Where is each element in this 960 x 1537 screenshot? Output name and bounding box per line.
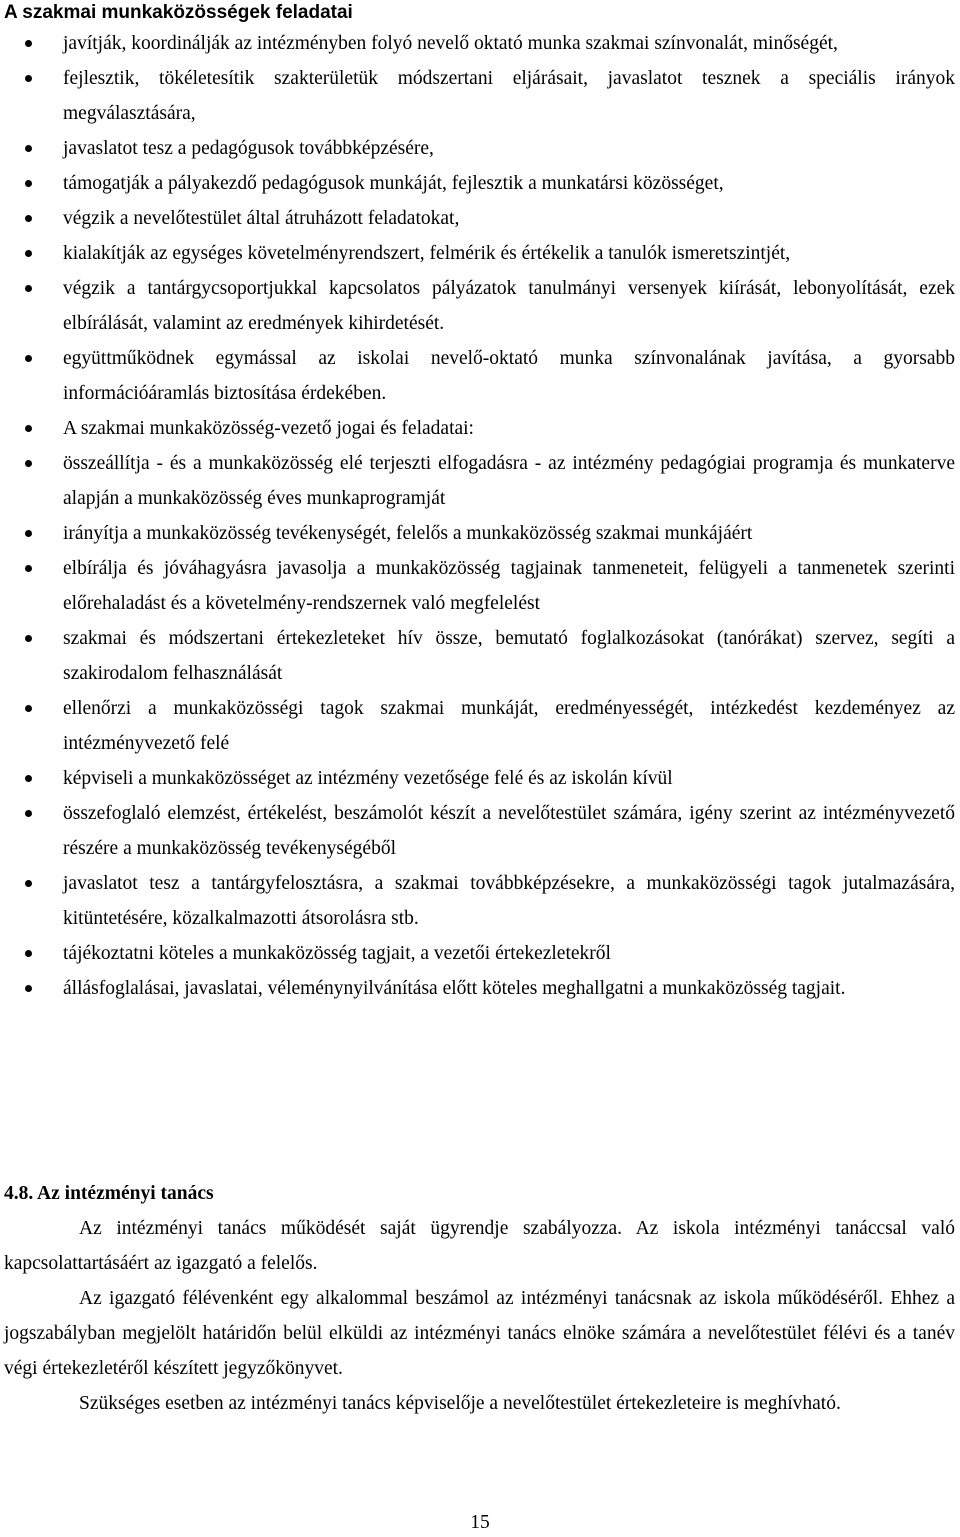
- list-item: [0, 621, 960, 691]
- list-item: [0, 341, 960, 411]
- page-number: 15: [470, 1512, 490, 1533]
- bullet-icon: [25, 145, 32, 152]
- list-item: [0, 516, 960, 551]
- list-item-text: ellenőrzi a munkaközösségi tagok szakmai munkáját, eredményességét, intézkedést kezdeményez az intézményvezető felé: [63, 698, 955, 754]
- list-item-text: támogatják a pályakezdő pedagógusok munkáját, fejlesztik a munkatársi közösséget,: [63, 173, 724, 194]
- list-item-text: tájékoztatni köteles a munkaközösség tagjait, a vezetői értekezletekről: [63, 943, 611, 964]
- bullet-icon: [25, 180, 32, 187]
- duties-list: [0, 26, 960, 1006]
- list-item-text: képviseli a munkaközösséget az intézmény vezetősége felé és az iskolán kívül: [63, 768, 673, 789]
- section-heading: A szakmai munkaközösségek feladatai: [4, 2, 353, 23]
- list-item: [0, 201, 960, 236]
- list-item: [0, 411, 960, 446]
- paragraph: Az intézményi tanács működését saját ügyrendje szabályozza. Az iskola intézményi tanáccsal való kapcsolattartásáért az igazgató a felelős.: [4, 1218, 955, 1274]
- paragraph: Az igazgató félévenként egy alkalommal beszámol az intézményi tanácsnak az iskola működéséről. Ehhez a jogszabályban megjelölt határidőn belül elküldi az intézményi tanács elnöke számára a nevelőtestület félévi és a tanév végi értekezletéről készített jegyzőkönyvet.: [4, 1288, 955, 1379]
- bullet-icon: [25, 950, 32, 957]
- list-item: [0, 271, 960, 341]
- bullet-icon: [25, 530, 32, 537]
- list-item-text: javaslatot tesz a pedagógusok továbbképzésére,: [63, 138, 434, 159]
- bullet-icon: [25, 460, 32, 467]
- list-item-text: szakmai és módszertani értekezleteket hív össze, bemutató foglalkozásokat (tanórákat) szervez, segíti a szakirodalom felhasználását: [63, 628, 955, 684]
- list-item-text: összeállítja - és a munkaközösség elé terjeszti elfogadásra - az intézmény pedagógiai programja és munkaterve alapján a munkaközösség éves munkaprogramját: [63, 453, 955, 509]
- list-item: [0, 131, 960, 166]
- list-item-text: elbírálja és jóváhagyásra javasolja a munkaközösség tagjainak tanmeneteit, felügyeli a tanmenetek szerinti előrehaladást és a követelmény-rendszernek való megfelelést: [63, 558, 955, 614]
- bullet-icon: [25, 705, 32, 712]
- bullet-icon: [25, 75, 32, 82]
- bullet-icon: [25, 215, 32, 222]
- list-item-text: fejlesztik, tökéletesítik szakterületük módszertani eljárásait, javaslatot tesznek a speciális irányok megválasztására,: [63, 68, 955, 124]
- section-title: 4.8. Az intézményi tanács: [4, 1183, 214, 1204]
- list-item-text: javítják, koordinálják az intézményben folyó nevelő oktató munka szakmai színvonalát, minőségét,: [63, 33, 838, 54]
- list-item-text: állásfoglalásai, javaslatai, véleménynyilvánítása előtt köteles meghallgatni a munkaközösség tagjait.: [63, 978, 846, 999]
- list-item-text: végzik a tantárgycsoportjukkal kapcsolatos pályázatok tanulmányi versenyek kiírását, lebonyolítását, ezek elbírálását, valamint az eredmények kihirdetését.: [63, 278, 955, 334]
- list-item: [0, 761, 960, 796]
- list-item: [0, 26, 960, 61]
- list-item-text: együttműködnek egymással az iskolai nevelő-oktató munka színvonalának javítása, a gyorsabb információáramlás biztosítása érdekében.: [63, 348, 955, 404]
- bullet-icon: [25, 635, 32, 642]
- bullet-icon: [25, 775, 32, 782]
- list-item: [0, 236, 960, 271]
- bullet-icon: [25, 355, 32, 362]
- bullet-icon: [25, 40, 32, 47]
- list-item: [0, 61, 960, 131]
- paragraph: Szükséges esetben az intézményi tanács képviselője a nevelőtestület értekezleteire is meghívható.: [79, 1393, 841, 1414]
- list-item: [0, 551, 960, 621]
- bullet-icon: [25, 250, 32, 257]
- intezmenyi-tanacs-section: [0, 1176, 960, 1421]
- list-item: [0, 796, 960, 866]
- bullet-icon: [25, 985, 32, 992]
- list-item-text: kialakítják az egységes követelményrendszert, felmérik és értékelik a tanulók ismeretszintjét,: [63, 243, 791, 264]
- list-item: [0, 166, 960, 201]
- list-item: [0, 936, 960, 971]
- list-item-text: javaslatot tesz a tantárgyfelosztásra, a szakmai továbbképzésekre, a munkaközösségi tagok jutalmazására, kitüntetésére, közalkalmazotti átsorolásra stb.: [63, 873, 955, 929]
- list-item-text: összefoglaló elemzést, értékelést, beszámolót készít a nevelőtestület számára, igény szerint az intézményvezető részére a munkaközösség tevékenységéből: [63, 803, 955, 859]
- bullet-icon: [25, 880, 32, 887]
- bullet-icon: [25, 285, 32, 292]
- list-item: [0, 691, 960, 761]
- bullet-icon: [25, 425, 32, 432]
- list-item-text: végzik a nevelőtestület által átruházott feladatokat,: [63, 208, 460, 229]
- list-item: [0, 446, 960, 516]
- list-item-text: irányítja a munkaközösség tevékenységét, felelős a munkaközösség szakmai munkájáért: [63, 523, 753, 544]
- list-item: [0, 971, 960, 1006]
- list-item-text: A szakmai munkaközösség-vezető jogai és feladatai:: [63, 418, 474, 439]
- bullet-icon: [25, 565, 32, 572]
- bullet-icon: [25, 810, 32, 817]
- list-item: [0, 866, 960, 936]
